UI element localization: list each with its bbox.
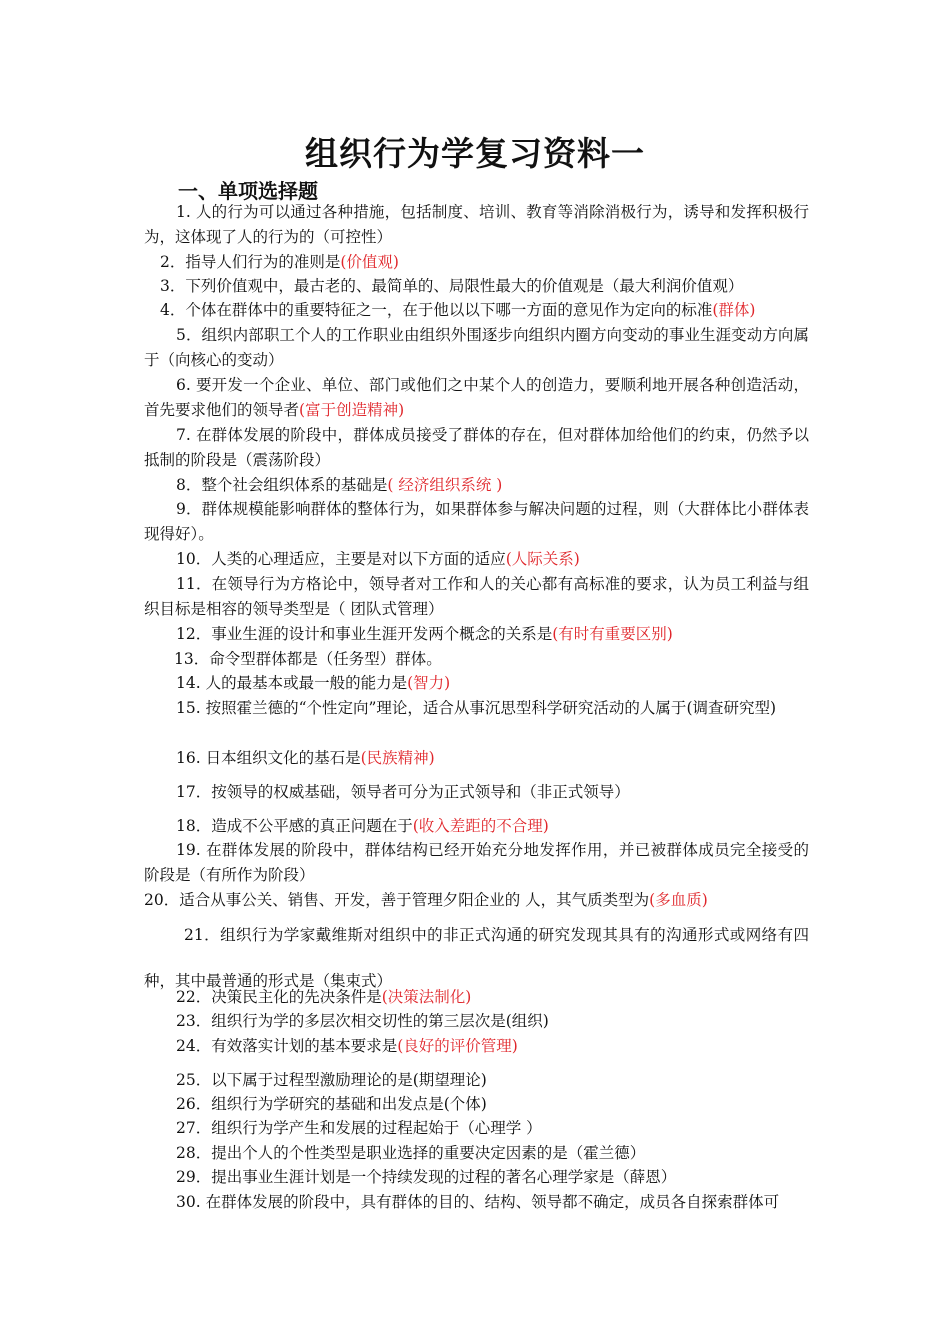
answer-text: (群体)	[712, 301, 756, 319]
question-3	[144, 274, 809, 299]
question-26	[144, 1092, 809, 1117]
question-30	[144, 1190, 809, 1215]
question-9	[144, 497, 809, 547]
answer-text: （有所作为阶段）	[190, 866, 315, 884]
question-suffix: 群体。	[395, 650, 442, 668]
answer-text: （非正式领导）	[521, 783, 630, 801]
answer-text: （ 团队式管理）	[330, 600, 444, 618]
question-text: 3．下列价值观中，最古老的、最简单的、局限性最大的价值观是	[160, 277, 604, 295]
question-text: 21．组织行为学家戴维斯对组织中的非正式沟通的研究发现其具有的沟通形式或网络有四种，其中最普通的形式是	[144, 926, 809, 990]
answer-text: (期望理论)	[412, 1071, 487, 1089]
answer-text: （集束式）	[314, 972, 393, 990]
question-4	[144, 298, 809, 323]
question-13	[144, 647, 809, 672]
question-text: 12．事业生涯的设计和事业生涯开发两个概念的关系是	[176, 625, 553, 643]
question-text: 14. 人的最基本或最一般的能力是	[176, 674, 408, 692]
answer-text: (人际关系)	[505, 550, 580, 568]
question-7	[144, 423, 809, 473]
question-24	[144, 1034, 809, 1059]
answer-text: （心理学 ）	[459, 1119, 542, 1137]
answer-text: （最大利润价值观）	[603, 277, 744, 295]
question-text: 7. 在群体发展的阶段中，群体成员接受了群体的存在，但对群体加给他们的约束，仍然予以抵制的阶段是	[144, 426, 809, 469]
question-text: 25．以下属于过程型激励理论的是	[176, 1071, 413, 1089]
question-text: 29．提出事业生涯计划是一个持续发现的过程的著名心理学家是	[176, 1168, 615, 1186]
answer-text: ( 经济组织系统 )	[387, 476, 503, 494]
question-17	[144, 780, 809, 805]
question-22	[144, 985, 809, 1010]
answer-text: (个体)	[443, 1095, 487, 1113]
question-text: 28．提出个人的个性类型是职业选择的重要决定因素的是	[176, 1144, 568, 1162]
answer-text: (智力)	[407, 674, 451, 692]
question-19	[144, 838, 809, 888]
question-text: 1. 人的行为可以通过各种措施，包括制度、培训、教育等消除消极行为，诱导和发挥积极行为，这体现了人的行为的	[144, 203, 809, 246]
answer-text: （薛恩）	[614, 1168, 677, 1186]
question-16	[144, 746, 809, 771]
question-text: 17．按领导的权威基础，领导者可分为正式领导和	[176, 783, 522, 801]
question-text: 30. 在群体发展的阶段中，具有群体的目的、结构、领导都不确定，成员各自探索群体可	[176, 1193, 780, 1211]
question-text: 19. 在群体发展的阶段中，群体结构已经开始充分地发挥作用，并已被群体成员完全接受的阶段是	[144, 841, 809, 884]
answer-text: （大群体比小群体表现得好）	[144, 500, 809, 543]
question-text: 22．决策民主化的先决条件是	[176, 988, 382, 1006]
question-text: 24．有效落实计划的基本要求是	[176, 1037, 398, 1055]
question-14	[144, 671, 809, 696]
document-title: 组织行为学复习资料一	[305, 134, 645, 173]
question-6	[144, 373, 809, 423]
answer-text: (民族精神)	[360, 749, 435, 767]
question-8	[144, 473, 809, 498]
question-23	[144, 1009, 809, 1034]
question-text: 5．组织内部职工个人的工作职业由组织外围逐步向组织内圈方向变动的事业生涯变动方向属于	[144, 326, 809, 369]
question-29	[144, 1165, 809, 1190]
answer-text: （霍兰德）	[567, 1144, 646, 1162]
answer-text: (收入差距的不合理)	[412, 817, 549, 835]
question-text: 8．整个社会组织体系的基础是	[176, 476, 388, 494]
question-25	[144, 1068, 809, 1093]
answer-text: (调查研究型)	[686, 699, 777, 717]
answer-text: (多血质)	[649, 891, 708, 909]
answer-text: (有时有重要区别)	[552, 625, 673, 643]
question-10	[144, 547, 809, 572]
question-text: 26．组织行为学研究的基础和出发点是	[176, 1095, 444, 1113]
question-text: 13．命令型群体都是	[174, 650, 318, 668]
question-text: 6. 要开发一个企业、单位、部门或他们之中某个人的创造力，要顺利地开展各种创造活动，首先要求他们的领导者	[144, 376, 809, 419]
question-text: 27．组织行为学产生和发展的过程起始于	[176, 1119, 460, 1137]
question-28	[144, 1141, 809, 1166]
question-11	[144, 572, 809, 622]
question-5	[144, 323, 809, 373]
question-2	[144, 250, 809, 275]
answer-text: (富于创造精神)	[299, 401, 405, 419]
question-15	[144, 696, 809, 721]
question-1	[144, 200, 809, 250]
question-text: 20．适合从事公关、销售、开发，善于管理夕阳企业的 人，其气质类型为	[144, 891, 650, 909]
question-text: 16. 日本组织文化的基石是	[176, 749, 361, 767]
question-12	[144, 622, 809, 647]
question-20	[144, 888, 809, 913]
answer-text: （可控性）	[314, 228, 393, 246]
question-18	[144, 814, 809, 839]
question-27	[144, 1116, 809, 1141]
answer-text: （向核心的变动）	[159, 351, 284, 369]
question-text: 18．造成不公平感的真正问题在于	[176, 817, 413, 835]
question-text: 23．组织行为学的多层次相交切性的第三层次是	[176, 1012, 506, 1030]
question-text: 9．群体规模能影响群体的整体行为，如果群体参与解决问题的过程，则	[176, 500, 669, 518]
question-text: 15. 按照霍兰德的“个性定向”理论，适合从事沉思型科学研究活动的人属于	[176, 699, 687, 717]
answer-text: (组织)	[505, 1012, 549, 1030]
question-text: 4．个体在群体中的重要特征之一，在于他以以下哪一方面的意见作为定向的标准	[160, 301, 713, 319]
answer-text: (决策法制化)	[381, 988, 472, 1006]
answer-text: （震荡阶段）	[237, 451, 331, 469]
section-heading: 一、单项选择题	[178, 179, 318, 203]
answer-text: （任务型）	[317, 650, 396, 668]
question-suffix: 。	[198, 525, 214, 543]
answer-text: (良好的评价管理)	[397, 1037, 518, 1055]
question-text: 2．指导人们行为的准则是	[160, 253, 341, 271]
question-text: 11．在领导行为方格论中，领导者对工作和人的关心都有高标准的要求，认为员工利益与组织目标是相容的领导类型是	[144, 575, 809, 618]
answer-text: (价值观)	[340, 253, 399, 271]
question-text: 10．人类的心理适应，主要是对以下方面的适应	[176, 550, 506, 568]
